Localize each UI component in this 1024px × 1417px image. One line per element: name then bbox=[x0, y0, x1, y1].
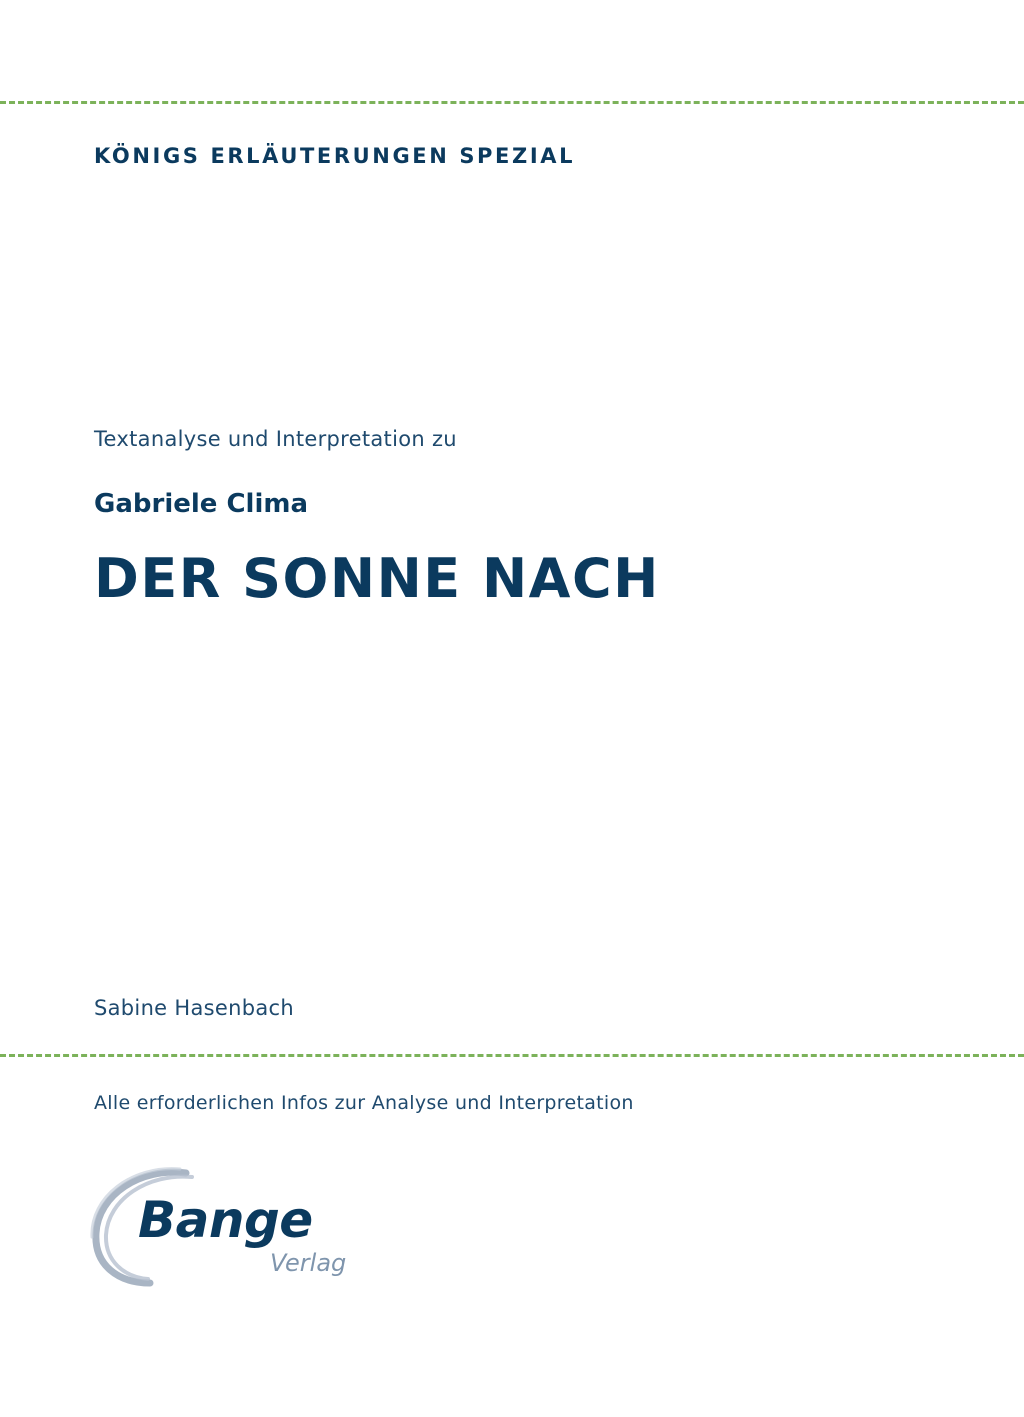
guide-author: Sabine Hasenbach bbox=[94, 996, 294, 1020]
logo-wordmark: Bange bbox=[138, 1191, 313, 1249]
logo-subtext: Verlag bbox=[270, 1249, 347, 1277]
publisher-logo bbox=[88, 1165, 368, 1295]
work-title: DER SONNE NACH bbox=[94, 547, 660, 610]
bottom-dashed-divider bbox=[0, 1054, 1024, 1057]
series-title: KÖNIGS ERLÄUTERUNGEN SPEZIAL bbox=[94, 144, 576, 168]
work-author: Gabriele Clima bbox=[94, 489, 309, 519]
subtitle: Textanalyse und Interpretation zu bbox=[94, 427, 457, 451]
top-dashed-divider bbox=[0, 101, 1024, 104]
tagline: Alle erforderlichen Infos zur Analyse und Interpretation bbox=[94, 1092, 634, 1114]
